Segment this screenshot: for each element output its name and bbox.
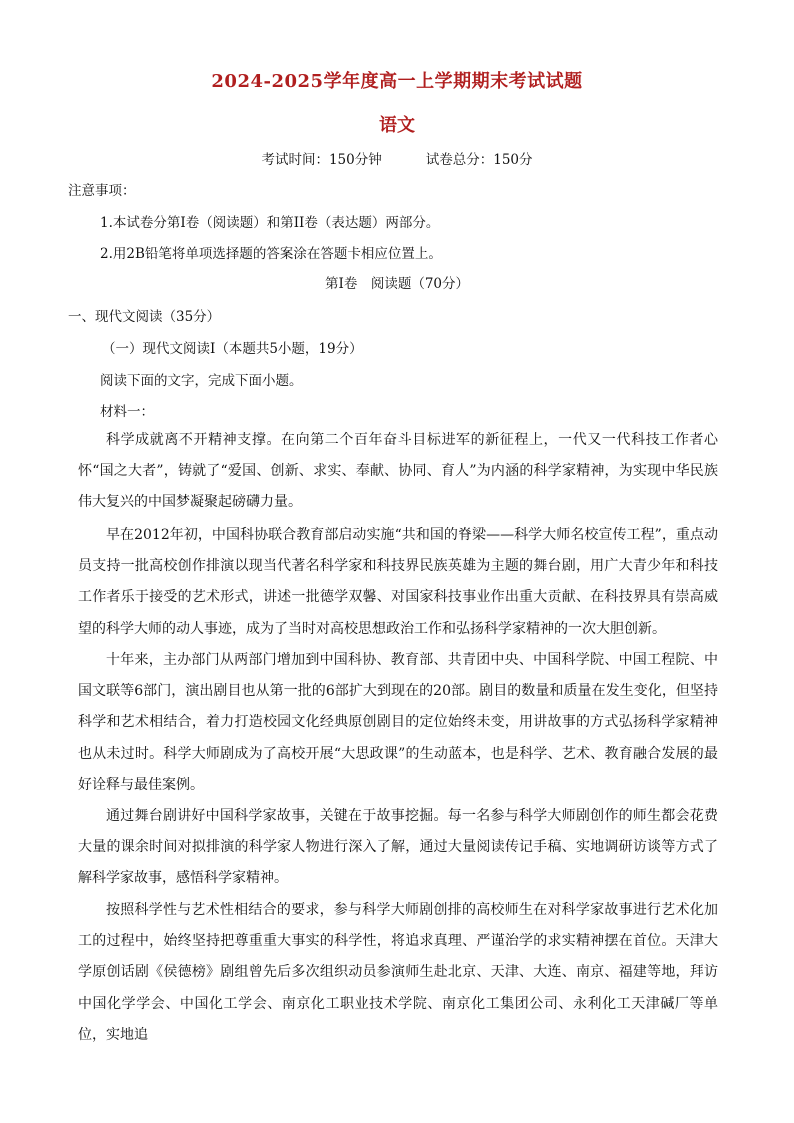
exam-meta: [0, 149, 794, 171]
subject-title: 语文: [379, 115, 415, 136]
material-label: 材料一：: [100, 404, 154, 420]
subsection-heading: （一）现代文阅读Ⅰ（本题共5小题，19分）: [102, 341, 363, 357]
total-score: 试卷总分：150分: [425, 152, 533, 168]
exam-title: 2024-2025学年度高一上学期期末考试试题: [211, 71, 583, 92]
passage-paragraph: 十年来，主办部门从两部门增加到中国科协、教育部、共青团中央、中国科学院、中国工程院、中国文联等6部门，演出剧目也从第一批的6部扩大到现在的20部。剧目的数量和质量在发生变化，但坚持科学和艺术相结合，着力打造校园文化经典原创剧目的定位始终未变，用讲故事的方式弘扬科学家精神也从未过时。科学大师剧成为了高校开展“大思政课”的生动蓝本，也是科学、艺术、教育融合发展的最好诠释与最佳案例。: [78, 652, 718, 793]
passage-paragraph: 早在2012年初，中国科协联合教育部启动实施“共和国的脊梁——科学大师名校宣传工程”，重点动员支持一批高校创作排演以现当代著名科学家和科技界民族英雄为主题的舞台剧，用广大青少年和科技工作者乐于接受的艺术形式，讲述一批德学双馨、对国家科技事业作出重大贡献、在科技界具有崇高威望的科学大师的动人事迹，成为了当时对高校思想政治工作和弘扬科学家精神的一次大胆创新。: [78, 527, 718, 637]
section-heading: 一、现代文阅读（35分）: [68, 309, 221, 325]
note-item: 1.本试卷分第Ⅰ卷（阅读题）和第II卷（表达题）两部分。: [100, 215, 440, 231]
passage-paragraph: 按照科学性与艺术性相结合的要求，参与科学大师剧创排的高校师生在对科学家故事进行艺术化加工的过程中，始终坚持把尊重重大事实的科学性，将追求真理、严谨治学的求实精神摆在首位。天津大学原创话剧《侯德榜》剧组曾先后多次组织动员参演师生赴北京、天津、大连、南京、福建等地，拜访中国化学学会、中国化工学会、南京化工职业技术学院、南京化工集团公司、永利化工天津碱厂等单位，实地追: [78, 902, 718, 1043]
notes-heading: 注意事项：: [68, 183, 136, 199]
note-item: 2.用2B铅笔将单项选择题的答案涂在答题卡相应位置上。: [100, 246, 442, 262]
passage-paragraph: 通过舞台剧讲好中国科学家故事，关键在于故事挖掘。每一名参与科学大师剧创作的师生都会花费大量的课余时间对拟排演的科学家人物进行深入了解，通过大量阅读传记手稿、实地调研访谈等方式了解科学家故事，感悟科学家精神。: [78, 808, 718, 887]
passage-paragraph: 科学成就离不开精神支撑。在向第二个百年奋斗目标进军的新征程上，一代又一代科技工作者心怀“国之大者”，铸就了“爱国、创新、求实、奉献、协同、育人”为内涵的科学家精神，为实现中华民族伟大复兴的中国梦凝聚起磅礴力量。: [78, 432, 718, 511]
part-heading: 第Ⅰ卷 阅读题（70分）: [324, 276, 469, 292]
instruction-text: 阅读下面的文字，完成下面小题。: [100, 373, 303, 389]
exam-time: 考试时间：150分钟: [261, 152, 382, 168]
